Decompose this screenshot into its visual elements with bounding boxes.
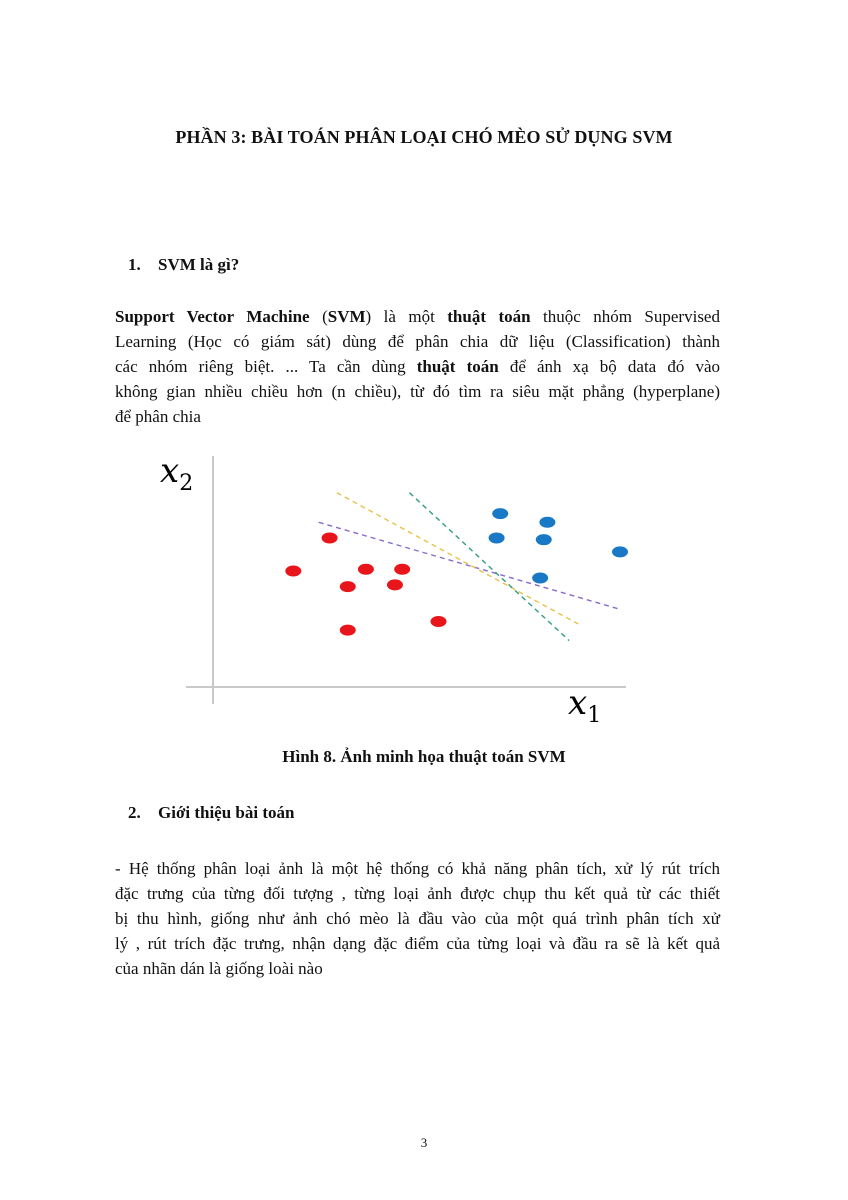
page-number: 3	[420, 1135, 428, 1150]
data-point-s1-1	[285, 566, 301, 577]
text-run: ) là một	[365, 307, 448, 326]
data-point-s1-7	[431, 616, 447, 627]
paragraph-line: đặc trưng của từng đối tượng , từng loại ảnh được chụp thu kết quả từ các thiết	[115, 884, 720, 903]
data-point-s1-3	[340, 581, 356, 592]
text-run: (	[309, 307, 328, 326]
paragraph-line: - Hệ thống phân loại ảnh là một hệ thống có khả năng phân tích, xử lý rút trích	[115, 859, 720, 878]
paragraph-line: Learning (Học có giám sát) dùng để phân chia dữ liệu (Classification) thành	[115, 332, 720, 351]
y-axis-label-sub: 2	[179, 471, 194, 496]
figure-caption: Hình 8. Ảnh minh họa thuật toán SVM	[282, 747, 566, 766]
section-1-paragraph	[115, 304, 720, 429]
data-point-s2-1	[492, 508, 508, 519]
data-point-s2-5	[612, 546, 628, 557]
text-run: các nhóm riêng biệt. ... Ta cần dùng	[115, 357, 417, 376]
svm-scatter-chart	[150, 452, 630, 727]
paragraph-line: của nhãn dán là giống loài nào	[115, 959, 323, 978]
data-point-s1-6	[394, 564, 410, 575]
y-axis-label	[160, 452, 193, 496]
section-1-heading	[128, 255, 239, 275]
paragraph-line: không gian nhiều chiều hơn (n chiều), từ đó tìm ra siêu mặt phẳng (hyperplane)	[115, 382, 720, 401]
hyperplane-line-2	[337, 493, 580, 625]
bold-term: thuật toán	[416, 357, 499, 376]
data-point-s2-2	[489, 532, 505, 543]
section-2-heading	[128, 803, 294, 823]
data-point-s2-3	[539, 517, 555, 528]
section-1-title: SVM là gì?	[158, 255, 240, 274]
page-title: PHẦN 3: BÀI TOÁN PHÂN LOẠI CHÓ MÈO SỬ DỤNG SVM	[175, 127, 673, 147]
text-run: để ánh xạ bộ data đó vào	[498, 357, 720, 376]
section-2-title: Giới thiệu bài toán	[158, 803, 295, 822]
data-point-s1-8	[340, 625, 356, 636]
paragraph-line: bị thu hình, giống như ảnh chó mèo là đầu vào của một quá trình phân tích xử	[115, 909, 720, 928]
x-axis-label	[568, 683, 601, 727]
data-point-s1-2	[322, 532, 338, 543]
data-point-s1-4	[358, 564, 374, 575]
bold-term: Support Vector Machine	[115, 307, 310, 326]
x-axis-label-base: x	[568, 683, 588, 723]
y-axis-label-base: x	[160, 452, 180, 491]
bold-term: thuật toán	[447, 307, 531, 326]
section-2-paragraph	[115, 856, 720, 981]
data-point-s2-6	[532, 572, 548, 583]
x-axis-label-sub: 1	[587, 703, 602, 727]
paragraph-line	[115, 354, 720, 379]
bold-term: SVM	[327, 307, 366, 326]
paragraph-line	[115, 304, 720, 329]
text-run: thuộc nhóm Supervised	[530, 307, 720, 326]
data-point-s2-4	[536, 534, 552, 545]
data-point-s1-5	[387, 579, 403, 590]
paragraph-line: lý , rút trích đặc trưng, nhận dạng đặc điểm của từng loại và đầu ra sẽ là kết quả	[115, 934, 720, 953]
section-1-number: 1.	[128, 255, 141, 274]
paragraph-line: để phân chia	[115, 407, 201, 426]
section-2-number: 2.	[128, 803, 141, 822]
